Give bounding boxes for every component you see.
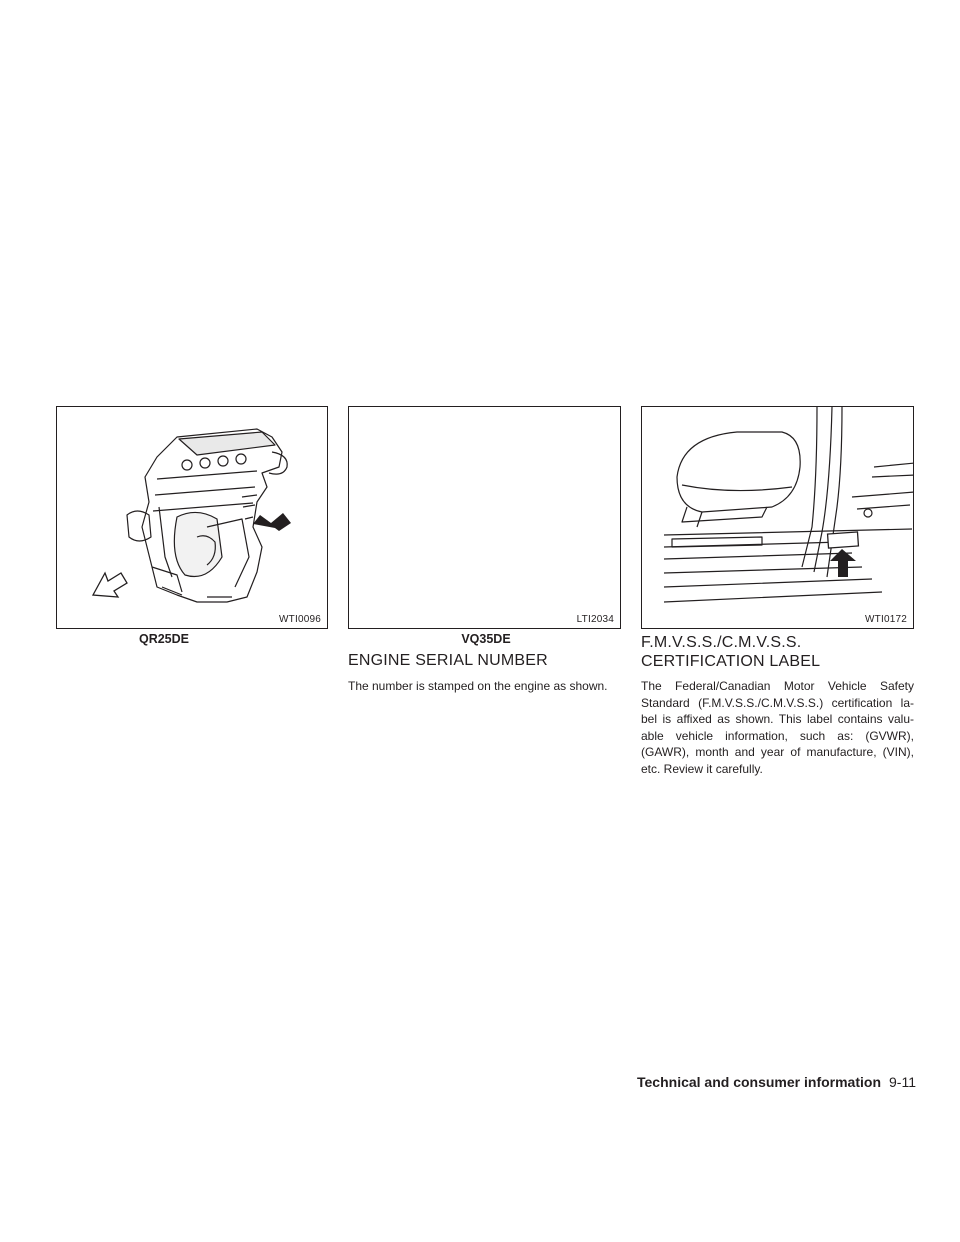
engine-qr25de-figure [56, 406, 328, 629]
label-sticker-icon [828, 532, 859, 548]
heading-line: F.M.V.S.S./C.M.V.S.S. [641, 634, 802, 651]
figure-code: LTI2034 [576, 614, 614, 625]
section-body: The Federal/Canadian Motor Vehicle Safety Standard (F.M.V.S.S./C.M.V.S.S.) certification la- bel is affixed as shown. This label contains valu- able vehicle information, such as: (GVWR), (GAWR), month and year of manufacture, (VIN), etc. Review it carefully. [641, 679, 914, 776]
footer-chapter-title: Technical and consumer information [637, 1074, 882, 1090]
engine-vq35de-figure [348, 406, 621, 629]
engine-illustration [57, 407, 328, 629]
heading-line: CERTIFICATION LABEL [641, 653, 821, 670]
outline-arrow-icon [93, 573, 127, 597]
figure-caption: VQ35DE [461, 632, 511, 646]
figure-caption: QR25DE [138, 632, 190, 646]
section-body: The number is stamped on the engine as shown. [348, 679, 608, 693]
page-number: 9-11 [889, 1074, 916, 1090]
page-footer [637, 1074, 916, 1090]
section-heading-certification-label [641, 633, 917, 671]
figure-code: WTI0096 [279, 614, 321, 625]
figure-code: WTI0172 [865, 614, 907, 625]
certification-label-figure [641, 406, 914, 629]
section-heading-engine-serial-number: ENGINE SERIAL NUMBER [348, 652, 548, 669]
arrow-icon [253, 513, 291, 531]
door-pillar-illustration [642, 407, 914, 629]
